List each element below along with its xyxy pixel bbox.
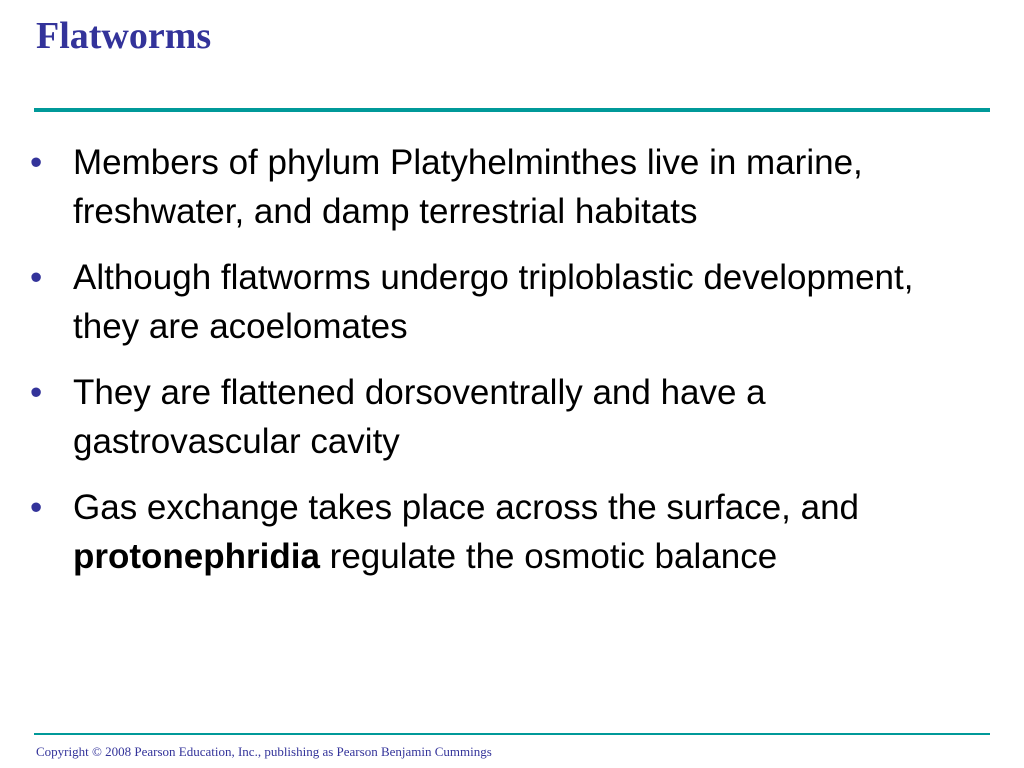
footer-divider xyxy=(34,733,990,735)
bullet-icon: • xyxy=(30,373,43,412)
copyright-footer: Copyright © 2008 Pearson Education, Inc., publishing as Pearson Benjamin Cummings xyxy=(36,744,492,759)
bullet-list xyxy=(30,138,980,598)
slide-title: Flatworms xyxy=(36,15,212,57)
bullet-text xyxy=(73,488,859,576)
bullet-item xyxy=(30,483,980,581)
bullet-text: Members of phylum Platyhelminthes live in marine, freshwater, and damp terrestrial habitats xyxy=(73,143,863,231)
title-divider xyxy=(34,108,990,112)
bullet-item xyxy=(30,253,980,351)
bullet-text-after: regulate the osmotic balance xyxy=(319,537,778,576)
bullet-item xyxy=(30,138,980,236)
bullet-icon: • xyxy=(30,258,43,297)
bullet-icon: • xyxy=(30,143,43,182)
bullet-text-before: Gas exchange takes place across the surface, and xyxy=(73,488,860,527)
bullet-icon: • xyxy=(30,488,43,527)
bullet-text: They are flattened dorsoventrally and have a gastrovascular cavity xyxy=(73,373,766,461)
key-term: protonephridia xyxy=(73,537,320,576)
bullet-item xyxy=(30,368,980,466)
bullet-text: Although flatworms undergo triploblastic development, they are acoelomates xyxy=(73,258,914,346)
